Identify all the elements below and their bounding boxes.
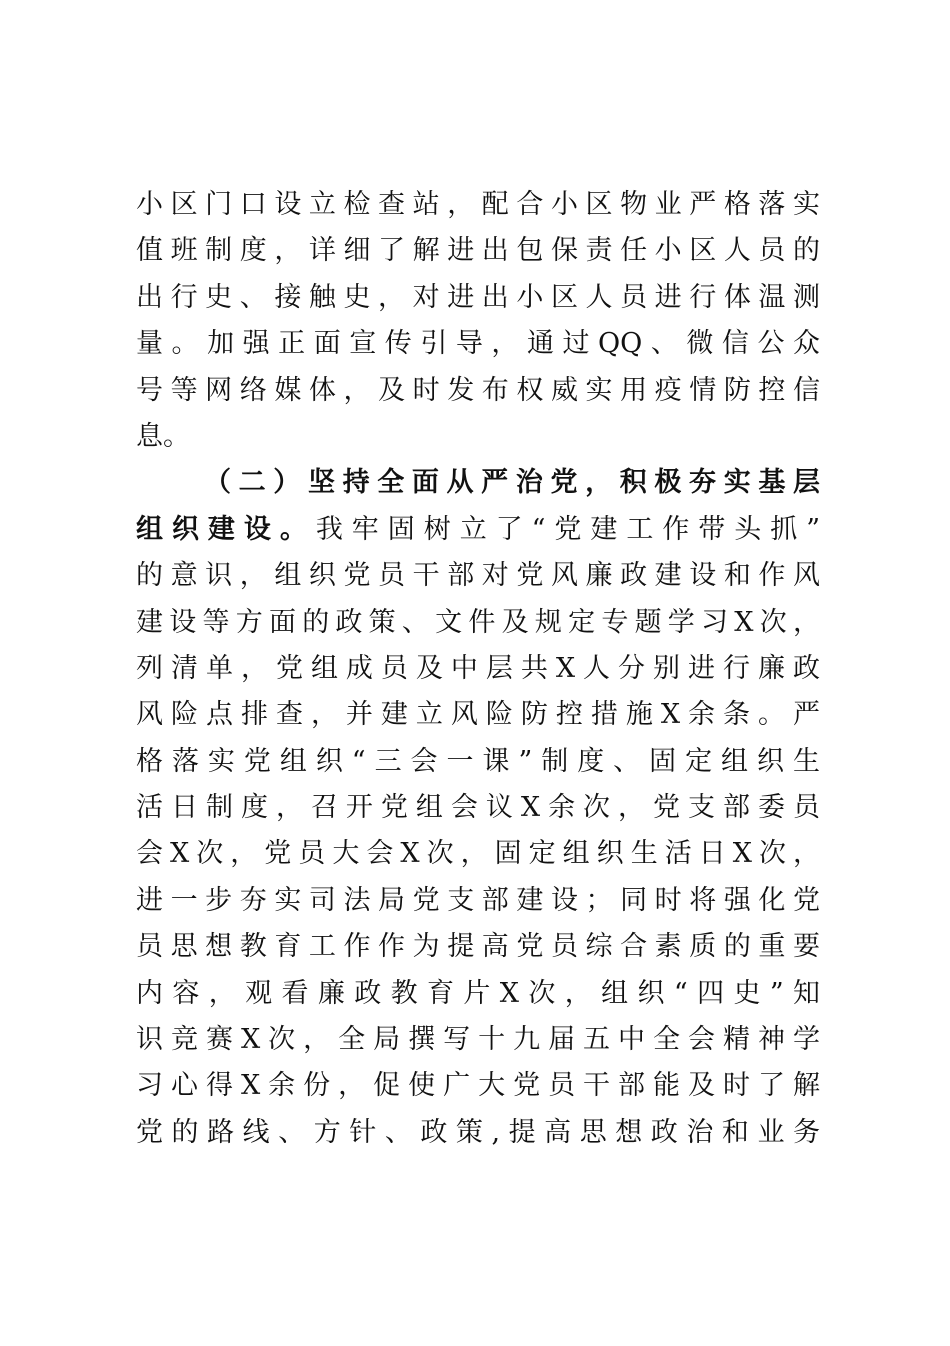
paragraph-2-line: 的意识，组织党员干部对党风廉政建设和作风 bbox=[136, 560, 820, 592]
paragraph-2-line: 识竞赛X次，全局撰写十九届五中全会精神学 bbox=[136, 1024, 820, 1056]
paragraph-2-line: 进一步夯实司法局党支部建设；同时将强化党 bbox=[136, 884, 820, 916]
paragraph-1-line: 息。 bbox=[136, 420, 190, 452]
paragraph-2-line: 格落实党组织“三会一课”制度、固定组织生 bbox=[136, 745, 820, 777]
paragraph-1-line: 值班制度，详细了解进出包保责任小区人员的 bbox=[136, 235, 820, 267]
paragraph-1-line: 小区门口设立检查站，配合小区物业严格落实 bbox=[136, 189, 820, 220]
paragraph-2-line: 员思想教育工作作为提高党员综合素质的重要 bbox=[136, 931, 820, 963]
paragraph-2-first-line-text: 我牢固树立了“党建工作带头抓” bbox=[315, 513, 820, 545]
paragraph-2-line: 风险点排查，并建立风险防控措施X余条。严 bbox=[136, 699, 820, 731]
document-body bbox=[136, 182, 820, 1156]
section-heading: （二）坚持全面从严治党，积极夯实基层 bbox=[204, 467, 820, 499]
paragraph-2-first-line bbox=[136, 507, 820, 553]
paragraph-2-line: 习心得X余份，促使广大党员干部能及时了解 bbox=[136, 1070, 820, 1102]
paragraph-2-line: 内容，观看廉政教育片X次，组织“四史”知 bbox=[136, 977, 820, 1009]
paragraph-1-line: 出行史、接触史，对进出小区人员进行体温测 bbox=[136, 281, 820, 313]
paragraph-2-line: 党的路线、方针、政策,提高思想政治和业务 bbox=[136, 1116, 820, 1148]
paragraph-2-line: 会X次，党员大会X次，固定组织生活日X次， bbox=[136, 838, 820, 870]
paragraph-1-line: 量。加强正面宣传引导，通过QQ、微信公众 bbox=[136, 328, 820, 360]
paragraph-1-line: 号等网络媒体，及时发布权威实用疫情防控信 bbox=[136, 374, 820, 406]
section-heading-continuation: 组织建设。 bbox=[136, 513, 316, 545]
paragraph-2-line: 活日制度，召开党组会议X余次，党支部委员 bbox=[136, 792, 820, 824]
paragraph-2-line: 列清单，党组成员及中层共X人分别进行廉政 bbox=[136, 652, 820, 684]
paragraph-2-line: 建设等方面的政策、文件及规定专题学习X次， bbox=[136, 606, 820, 638]
